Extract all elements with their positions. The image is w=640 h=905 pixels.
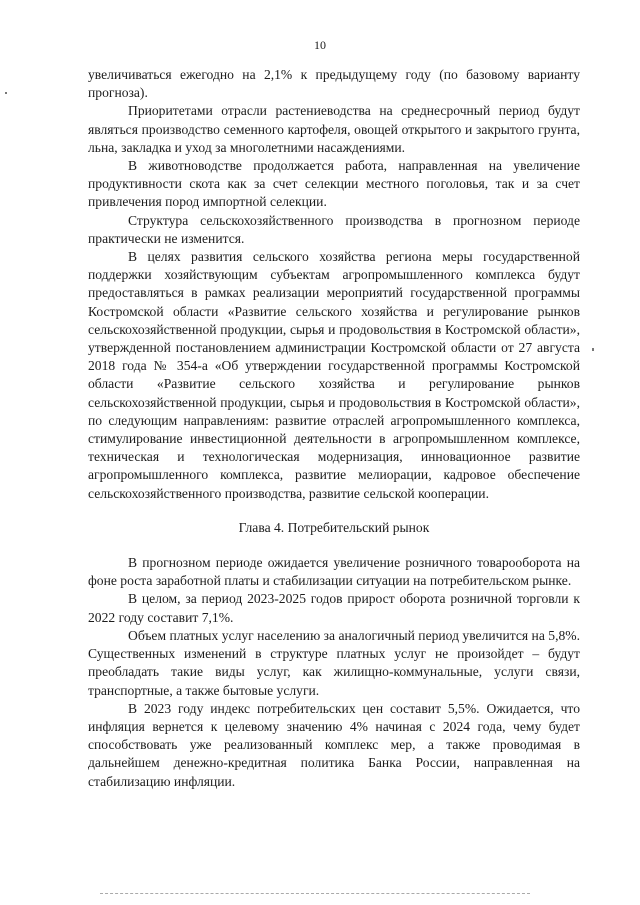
paragraph: Объем платных услуг населению за аналогичный период увеличится на 5,8%. Существенных изменений в структуре платных услуг не произойдет – будут преобладать такие виды услуг, как жилищно-коммунальные, услуги связи, транспортные, а также бытовые услуги. [88, 627, 580, 698]
paragraph: В прогнозном периоде ожидается увеличение розничного товарооборота на фоне роста заработной платы и стабилизации ситуации на потребительском рынке. [88, 555, 580, 589]
paragraph: В целом, за период 2023-2025 годов прирост оборота розничной торговли к 2022 году составит 7,1%. [88, 591, 580, 625]
page-number: 10 [314, 38, 326, 52]
scan-speck [592, 348, 594, 351]
paragraph: В 2023 году индекс потребительских цен составит 5,5%. Ожидается, что инфляция вернется к целевому значению 4% начиная с 2024 года, чему будет способствовать уже реализованный комплекс мер, а также проводимая в дальнейшем денежно-кредитная политика Банка России, направленная на стабилизацию инфляции. [88, 700, 580, 789]
paragraph: В животноводстве продолжается работа, направленная на увеличение продуктивности скота как за счет селекции местного поголовья, так и за счет привлечения пород импортной селекции. [88, 158, 580, 210]
paragraph: Приоритетами отрасли растениеводства на среднесрочный период будут являться производство семенного картофеля, овощей открытого и закрытого грунта, льна, закладка и уход за многолетними насаждениями. [88, 103, 580, 155]
scan-speck [5, 92, 7, 94]
chapter-heading: Глава 4. Потребительский рынок [238, 519, 430, 535]
paragraph: Структура сельскохозяйственного производства в прогнозном периоде практически не изменится. [88, 212, 580, 246]
paragraph: увеличиваться ежегодно на 2,1% к предыдущему году (по базовому варианту прогноза). [88, 67, 580, 101]
paragraph: В целях развития сельского хозяйства региона меры государственной поддержки хозяйствующим субъектам агропромышленного комплекса будут предоставляться в рамках реализации мероприятий государственной программы Костромской области «Развитие сельского хозяйства и регулирование рынков сельскохозяйственной продукции, сырья и продовольствия в Костромской области», утвержденной постановлением администрации Костромской области от 27 августа 2018 года № 354-а «Об утверждении государственной программы Костромской области «Развитие сельского хозяйства и регулирование рынков сельскохозяйственной продукции, сырья и продовольствия в Костромской области», по следующим направлениям: развитие отраслей агропромышленного комплекса, стимулирование инвестиционной деятельности в агропромышленном комплексе, техническая и технологическая модернизация, инновационное развитие агропромышленного комплекса, развитие мелиорации, кадровое обеспечение сельскохозяйственного производства, развитие сельской кооперации. [88, 249, 580, 501]
document-body [88, 66, 580, 791]
scan-edge-line [100, 893, 530, 894]
